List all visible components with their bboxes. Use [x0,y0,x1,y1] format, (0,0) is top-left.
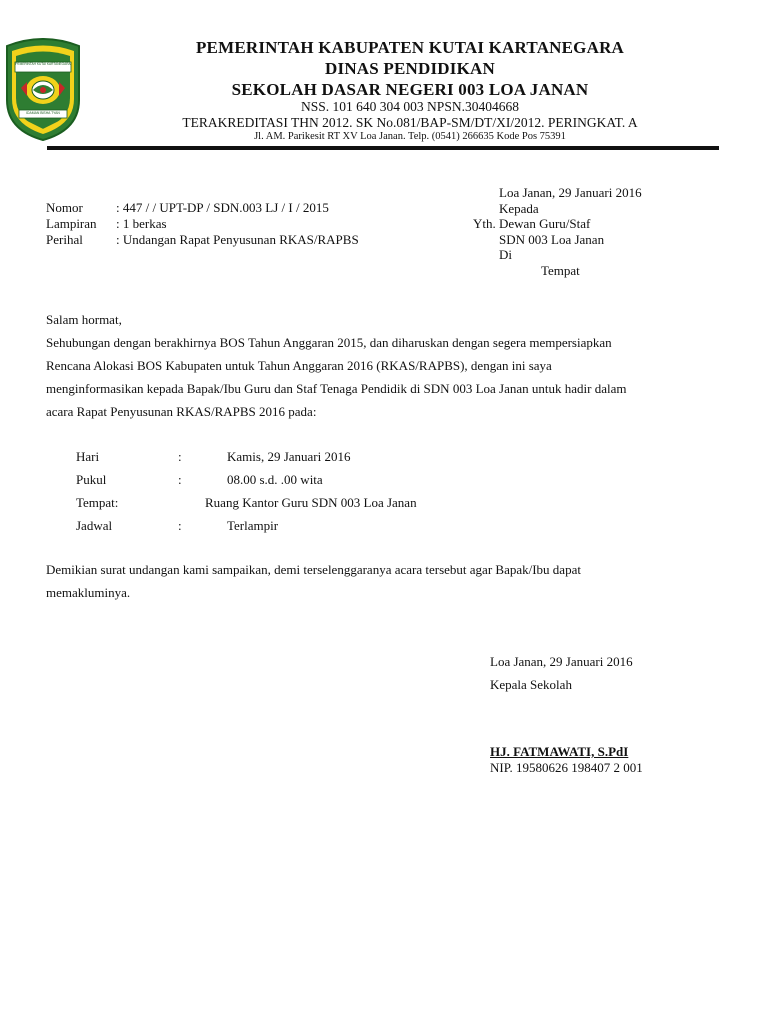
nomor-label: Nomor [46,200,83,215]
nomor-value: : 447 / / UPT-DP / SDN.003 LJ / I / 2015 [116,200,329,215]
schedule-value-tempat: Ruang Kantor Guru SDN 003 Loa Janan [205,495,417,510]
kutai-kartanegara-emblem [3,38,83,142]
lampiran-value: : 1 berkas [116,216,167,231]
perihal-label: Perihal [46,232,83,247]
recipient-tempat: Tempat [541,263,580,278]
recipient-place-date: Loa Janan, 29 Januari 2016 [499,185,642,200]
recipient-yth: Yth. Dewan Guru/Staf [473,216,591,231]
schedule-value-jadwal: Terlampir [227,518,279,533]
schedule-label-hari: Hari [76,449,100,464]
letterhead-divider [47,146,719,150]
letterhead-agency: DINAS PENDIDIKAN [325,59,495,78]
letterhead-school: SEKOLAH DASAR NEGERI 003 LOA JANAN [231,80,589,99]
paragraph-line: Sehubungan dengan berakhirnya BOS Tahun Anggaran 2015, dan diharuskan dengan segera mempersiapkan [46,335,612,350]
closing-line: Demikian surat undangan kami sampaikan, demi terselenggaranya acara tersebut agar Bapak/Ibu dapat [46,562,581,577]
schedule-colon: : [178,449,182,464]
paragraph-line: Rencana Alokasi BOS Kabupaten untuk Tahun Anggaran 2016 (RKAS/RAPBS), dengan ini saya [46,358,552,373]
paragraph-line: menginformasikan kepada Bapak/Ibu Guru dan Staf Tenaga Pendidik di SDN 003 Loa Janan untuk hadir dalam [46,381,627,396]
greeting: Salam hormat, [46,312,122,327]
schedule-colon: : [178,472,182,487]
signature-name: HJ. FATMAWATI, S.PdI [490,744,629,759]
emblem-top-text: PEMERINTAH KUTAI KARTANEGARA [15,62,71,66]
lampiran-label: Lampiran [46,216,97,231]
recipient-di: Di [499,247,512,262]
signature-position: Kepala Sekolah [490,677,572,692]
recipient-school: SDN 003 Loa Janan [499,232,605,247]
schedule-value-hari: Kamis, 29 Januari 2016 [227,449,351,464]
letterhead-accreditation: TERAKREDITASI THN 2012. SK No.081/BAP-SM/DT/XI/2012. PERINGKAT. A [182,115,638,130]
letterhead-address: Jl. AM. Parikesit RT XV Loa Janan. Telp. (0541) 266635 Kode Pos 75391 [254,131,566,142]
emblem-bottom-text: IDAMAN BISHA TYAN [26,111,60,115]
closing-line: memakluminya. [46,585,131,600]
letterhead-nss: NSS. 101 640 304 003 NPSN.30404668 [301,99,519,114]
signature-nip: NIP. 19580626 198407 2 001 [490,760,643,775]
signature-place-date: Loa Janan, 29 Januari 2016 [490,654,633,669]
schedule-label-pukul: Pukul [76,472,107,487]
schedule-colon: : [178,518,182,533]
recipient-kepada: Kepada [499,201,539,216]
letterhead-government: PEMERINTAH KABUPATEN KUTAI KARTANEGARA [195,38,625,57]
paragraph-line: acara Rapat Penyusunan RKAS/RAPBS 2016 pada: [46,404,317,419]
schedule-label-jadwal: Jadwal [76,518,113,533]
perihal-value: : Undangan Rapat Penyusunan RKAS/RAPBS [116,232,359,247]
schedule-label-tempat: Tempat: [76,495,119,510]
schedule-value-pukul: 08.00 s.d. .00 wita [227,472,323,487]
